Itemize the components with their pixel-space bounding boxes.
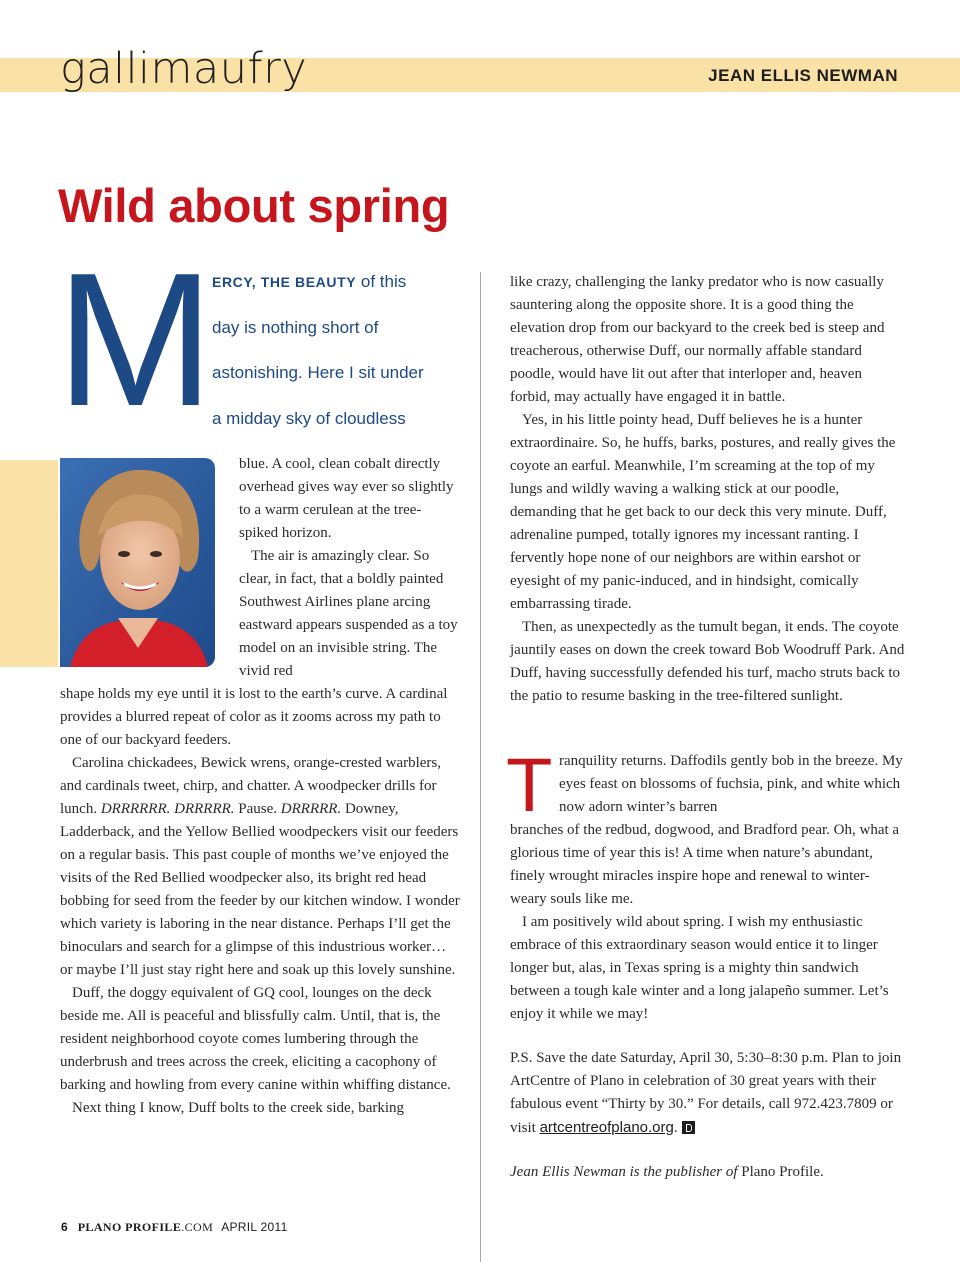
paragraph: like crazy, challenging the lanky predator who is now casually sauntering along the opposite shore. It is a good thing the elevation drop from our backyard to the creek bed is steep and treacherous, otherwise Duff, our normally affable standard poodle, would have lit out after that interloper and, heaven forbid, may actually have engaged it in battle.: [510, 274, 885, 405]
drop-cap-m: M: [56, 234, 215, 446]
italic-run: DRRRRRR. DRRRRR.: [100, 801, 235, 817]
credit-italic: Jean Ellis Newman is the publisher of: [510, 1164, 738, 1180]
drop-cap-t: T: [506, 743, 553, 828]
lead-line-3: astonishing. Here I sit under: [212, 363, 424, 382]
author-byline: JEAN ELLIS NEWMAN: [708, 66, 898, 85]
paragraph: branches of the redbud, dogwood, and Bradford pear. Oh, what a glorious time of year this is! A time when nature’s abundant, finely wrought miracles inspire hope and renewal to winter-weary souls like me.: [510, 822, 900, 907]
postscript: [510, 1047, 905, 1140]
article-headline: Wild about spring: [58, 179, 450, 232]
author-portrait: [60, 458, 215, 667]
section-title: gallimaufry: [60, 44, 308, 94]
italic-run: DRRRRR.: [280, 801, 342, 817]
paragraph: I am positively wild about spring. I wish my enthusiastic embrace of this extraordinary season would entice it to linger longer but, alas, in Texas spring is a mighty thin sandwich between a tough kale winter and a long jalapeño summer. Let’s enjoy it while we may!: [510, 914, 889, 1022]
text-beside-photo: [239, 453, 459, 683]
left-column-body: [60, 683, 460, 1120]
lead-line-4: a midday sky of cloudless: [212, 408, 406, 428]
ps-end: .: [673, 1120, 678, 1136]
paragraph: shape holds my eye until it is lost to the earth’s curve. A cardinal provides a blurred repeat of color as it zooms across my path to one of our backyard feeders.: [60, 686, 448, 748]
paragraph: [60, 752, 460, 982]
lead-smallcaps: ERCY, THE BEAUTY: [212, 274, 357, 290]
footer-issue: APRIL 2011: [221, 1220, 288, 1234]
text-run: Carolina chickadees, Bewick wrens, orange-crested warblers, and cardinals tweet, chirp, and chatter. A woodpecker drills for lunch.: [60, 755, 442, 817]
page-footer: [61, 1220, 288, 1235]
lead-line-2: day is nothing short of: [212, 317, 379, 337]
paragraph: Yes, in his little pointy head, Duff believes he is a hunter extraordinaire. So, he huffs, barks, postures, and really gives the coyote an earful. Meanwhile, I’m screaming at the top of my lungs and wildly waving a walking stick at our poodle, demanding that he get back to our deck this very minute. Duff, adrenaline pumped, totally ignores my incessant ranting. I fervently hope none of our neighbors are within earshot or eyesight of my panic-induced, and in hindsight, comically embarrassing tirade.: [510, 412, 896, 612]
second-section-body: [510, 819, 905, 1026]
footer-dotcom: .COM: [181, 1220, 214, 1234]
paragraph: Next thing I know, Duff bolts to the creek side, barking: [72, 1100, 405, 1116]
author-portrait-icon: [60, 458, 215, 667]
lead-line-1-rest: of this: [356, 272, 407, 291]
side-accent-band: [0, 460, 58, 667]
paragraph: blue. A cool, clean cobalt directly overhead gives way ever so slightly to a warm cerulean at the tree-spiked horizon.: [239, 456, 454, 541]
artcentre-link[interactable]: artcentreofplano.org: [539, 1119, 674, 1136]
ps-text: P.S. Save the date Saturday, April 30, 5:30–8:30 p.m. Plan to join ArtCentre of Plano in celebration of 30 great years with their fabulous event “Thirty by 30.” For details, call 972.423.7809 or visit: [510, 1050, 902, 1136]
end-mark-icon: [682, 1121, 695, 1134]
page-number: 6: [61, 1220, 68, 1234]
paragraph: [510, 1047, 905, 1140]
right-column-body: [510, 271, 905, 708]
credit-roman: Plano Profile.: [737, 1164, 824, 1180]
author-credit: [510, 1161, 905, 1184]
paragraph: The air is amazingly clear. So clear, in fact, that a boldly painted Southwest Airlines plane arcing eastward appears suspended as a toy model on an invisible string. The vivid red: [239, 548, 458, 679]
lead-in: [212, 270, 462, 452]
column-divider: [480, 272, 481, 1262]
paragraph: ranquility returns. Daffodils gently bob in the breeze. My eyes feast on blossoms of fuchsia, pink, and white which now adorn winter’s barren: [559, 753, 903, 815]
text-run: Pause.: [234, 801, 281, 817]
text-beside-dropcap: [559, 750, 909, 819]
text-run: Downey, Ladderback, and the Yellow Bellied woodpeckers visit our feeders on a regular basis. This past couple of months we’ve enjoyed the visits of the Red Bellied woodpecker also, its bright red head bobbing for seed from the feeder by our kitchen window. I wonder which variety is laboring in the near distance. Perhaps I’ll get the binoculars and search for a glimpse of this industrious worker… or maybe I’ll just stay right here and soak up this lovely sunshine.: [60, 801, 460, 978]
paragraph: Duff, the doggy equivalent of GQ cool, lounges on the deck beside me. All is peaceful and blissfully calm. Until, that is, the resident neighborhood coyote comes lumbering through the underbrush and trees across the creek, eliciting a cacophony of barking and howling from every canine within whiffing distance.: [60, 985, 451, 1093]
lead-line-1: [212, 270, 462, 316]
footer-brand: PLANO PROFILE: [77, 1220, 182, 1234]
paragraph: Then, as unexpectedly as the tumult began, it ends. The coyote jauntily eases on down the creek toward Bob Woodruff Park. And Duff, having successfully defended his turf, macho struts back to the patio to resume basking in the tree-filtered sunlight.: [510, 619, 905, 704]
